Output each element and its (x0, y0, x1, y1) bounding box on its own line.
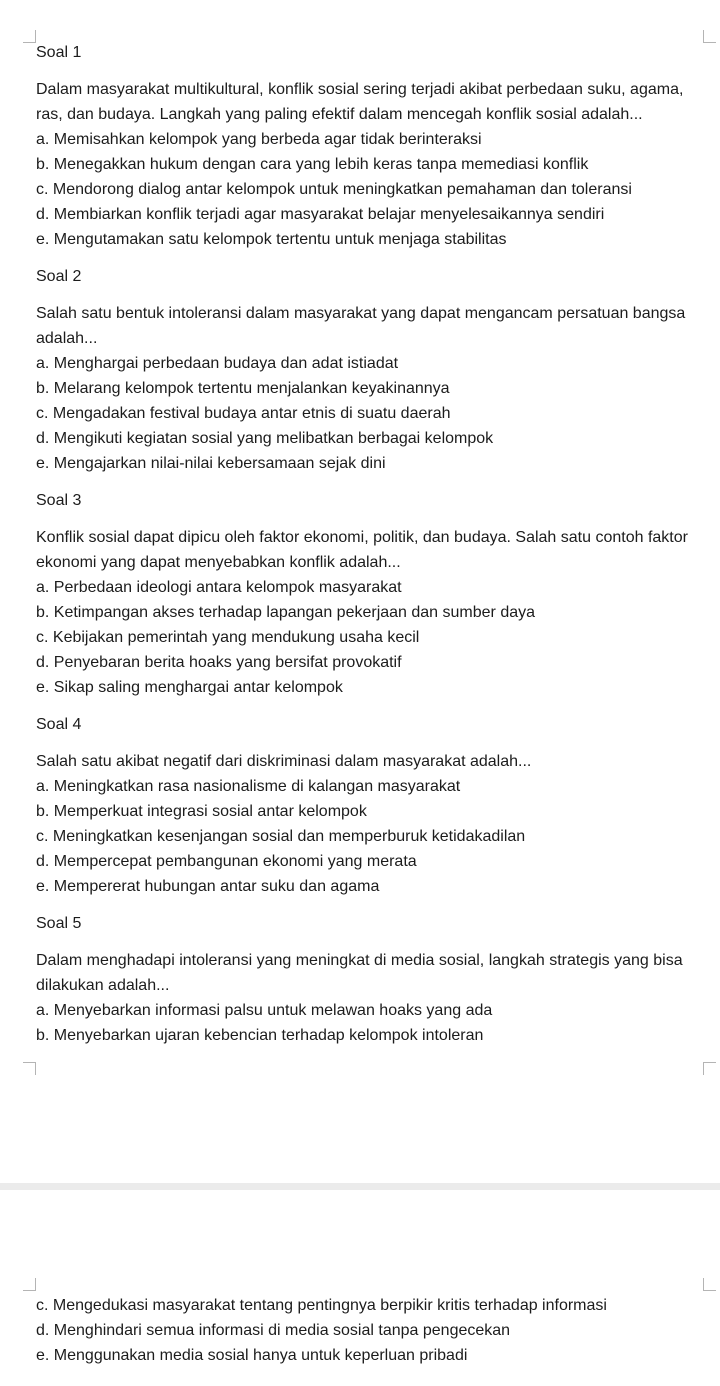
question-text: Salah satu akibat negatif dari diskriminasi dalam masyarakat adalah... (36, 753, 532, 770)
question-title: Soal 3 (36, 492, 82, 509)
page-corner-mark (23, 30, 36, 43)
answer-options (36, 998, 706, 1048)
question-text: Dalam masyarakat multikultural, konflik sosial sering terjadi akibat perbedaan suku, agama, ras, dan budaya. Langkah yang paling efektif dalam mencegah konflik sosial adalah... (36, 81, 684, 123)
page-corner-mark (23, 1278, 36, 1291)
question-4 (36, 712, 706, 899)
page-corner-mark (703, 1278, 716, 1291)
question-text: Salah satu bentuk intoleransi dalam masyarakat yang dapat mengancam persatuan bangsa adalah... (36, 305, 686, 347)
answer-options (36, 1293, 706, 1368)
page-corner-mark (703, 1062, 716, 1075)
answer-options (36, 774, 706, 899)
question-1 (36, 40, 706, 252)
answer-option[interactable]: b. Memperkuat integrasi sosial antar kelompok (36, 803, 367, 820)
answer-option[interactable]: b. Menyebarkan ujaran kebencian terhadap kelompok intoleran (36, 1027, 484, 1044)
answer-option[interactable]: a. Memisahkan kelompok yang berbeda agar tidak berinteraksi (36, 131, 482, 148)
answer-option[interactable]: c. Meningkatkan kesenjangan sosial dan memperburuk ketidakadilan (36, 828, 526, 845)
answer-option[interactable]: e. Mengutamakan satu kelompok tertentu untuk menjaga stabilitas (36, 231, 507, 248)
answer-option[interactable]: e. Menggunakan media sosial hanya untuk keperluan pribadi (36, 1347, 468, 1364)
answer-option[interactable]: d. Menghindari semua informasi di media sosial tanpa pengecekan (36, 1322, 511, 1339)
question-title: Soal 5 (36, 915, 82, 932)
question-5-continuation (36, 1293, 706, 1368)
answer-options (36, 127, 706, 252)
question-2 (36, 264, 706, 476)
answer-options (36, 575, 706, 700)
answer-option[interactable]: d. Penyebaran berita hoaks yang bersifat provokatif (36, 654, 402, 671)
answer-option[interactable]: b. Menegakkan hukum dengan cara yang lebih keras tanpa memediasi konflik (36, 156, 589, 173)
question-3 (36, 488, 706, 700)
page-corner-mark (23, 1062, 36, 1075)
answer-option[interactable]: d. Membiarkan konflik terjadi agar masyarakat belajar menyelesaikannya sendiri (36, 206, 605, 223)
answer-option[interactable]: b. Ketimpangan akses terhadap lapangan pekerjaan dan sumber daya (36, 604, 536, 621)
answer-option[interactable]: c. Kebijakan pemerintah yang mendukung usaha kecil (36, 629, 420, 646)
answer-option[interactable]: b. Melarang kelompok tertentu menjalankan keyakinannya (36, 380, 450, 397)
question-5 (36, 911, 706, 1048)
answer-option[interactable]: a. Perbedaan ideologi antara kelompok masyarakat (36, 579, 402, 596)
question-title: Soal 4 (36, 716, 82, 733)
answer-option[interactable]: c. Mengedukasi masyarakat tentang pentingnya berpikir kritis terhadap informasi (36, 1297, 607, 1314)
question-title: Soal 1 (36, 44, 82, 61)
question-title: Soal 2 (36, 268, 82, 285)
answer-option[interactable]: a. Menyebarkan informasi palsu untuk melawan hoaks yang ada (36, 1002, 493, 1019)
question-list (36, 40, 706, 1048)
answer-option[interactable]: e. Mengajarkan nilai-nilai kebersamaan sejak dini (36, 455, 386, 472)
answer-options (36, 351, 706, 476)
answer-option[interactable]: e. Sikap saling menghargai antar kelompok (36, 679, 343, 696)
answer-option[interactable]: e. Mempererat hubungan antar suku dan agama (36, 878, 380, 895)
answer-option[interactable]: d. Mempercepat pembangunan ekonomi yang merata (36, 853, 417, 870)
answer-option[interactable]: c. Mendorong dialog antar kelompok untuk meningkatkan pemahaman dan toleransi (36, 181, 632, 198)
answer-option[interactable]: a. Meningkatkan rasa nasionalisme di kalangan masyarakat (36, 778, 461, 795)
question-text: Konflik sosial dapat dipicu oleh faktor ekonomi, politik, dan budaya. Salah satu contoh faktor ekonomi yang dapat menyebabkan konflik adalah... (36, 529, 688, 571)
answer-option[interactable]: d. Mengikuti kegiatan sosial yang melibatkan berbagai kelompok (36, 430, 494, 447)
question-text: Dalam menghadapi intoleransi yang meningkat di media sosial, langkah strategis yang bisa dilakukan adalah... (36, 952, 683, 994)
page-separator (0, 1183, 720, 1190)
answer-option[interactable]: a. Menghargai perbedaan budaya dan adat istiadat (36, 355, 399, 372)
document-page-2 (0, 1190, 720, 1386)
answer-option[interactable]: c. Mengadakan festival budaya antar etnis di suatu daerah (36, 405, 451, 422)
